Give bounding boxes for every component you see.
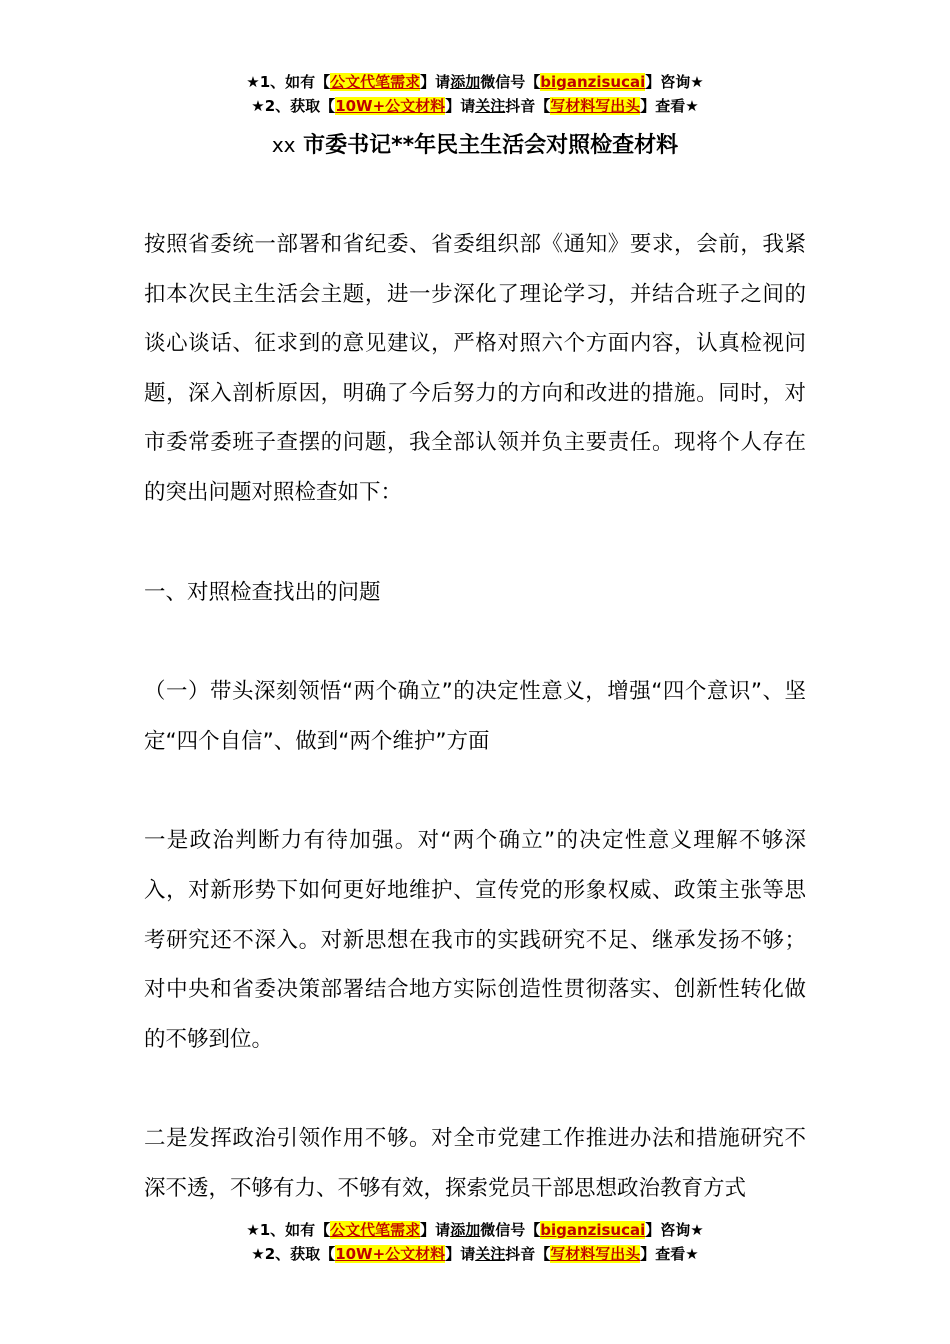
footer-banner — [0, 1218, 950, 1266]
banner-douyin-id: 写材料写出头 — [550, 1245, 641, 1263]
document-title — [0, 128, 950, 163]
banner-text: ★1、如有【 — [246, 73, 331, 91]
title-prefix: xx — [271, 133, 296, 157]
banner-highlight: 公文代笔需求 — [330, 1221, 421, 1239]
banner-text: 微信号【 — [480, 73, 541, 91]
banner-text: 】查看★ — [640, 97, 699, 115]
banner-highlight: 10W+公文材料 — [335, 1245, 446, 1263]
header-banner — [0, 70, 950, 118]
section-heading: 一、对照检查找出的问题 — [144, 579, 381, 605]
banner-line-2 — [0, 94, 950, 118]
paragraph-point-2: 二是发挥政治引领作用不够。对全市党建工作推进办法和措施研究不深不透，不够有力、不够有效，探索党员干部思想政治教育方式 — [144, 1126, 806, 1201]
title-text: 市委书记**年民主生活会对照检查材料 — [303, 133, 679, 158]
banner-underline: 关注 — [475, 97, 506, 115]
document-body — [144, 220, 806, 1264]
banner-text: 】咨询★ — [645, 73, 704, 91]
banner-text: 微信号【 — [480, 1221, 541, 1239]
banner-underline: 添加 — [450, 73, 481, 91]
banner-text: 】查看★ — [640, 1245, 699, 1263]
banner-text: 抖音【 — [505, 97, 551, 115]
banner-wechat-id: biganzisucai — [540, 73, 646, 91]
banner-line-2 — [0, 1242, 950, 1266]
subsection-heading: （一）带头深刻领悟“两个确立”的决定性意义，增强“四个意识”、坚定“四个自信”、做到“两个维护”方面 — [144, 679, 806, 754]
paragraph-intro: 按照省委统一部署和省纪委、省委组织部《通知》要求，会前，我紧扣本次民主生活会主题，进一步深化了理论学习，并结合班子之间的谈心谈话、征求到的意见建议，严格对照六个方面内容，认真检视问题，深入剖析原因，明确了今后努力的方向和改进的措施。同时，对市委常委班子查摆的问题，我全部认领并负主要责任。现将个人存在的突出问题对照检查如下： — [144, 232, 806, 505]
banner-underline: 添加 — [450, 1221, 481, 1239]
paragraph-point-1: 一是政治判断力有待加强。对“两个确立”的决定性意义理解不够深入，对新形势下如何更好地维护、宣传党的形象权威、政策主张等思考研究还不深入。对新思想在我市的实践研究不足、继承发扬不够；对中央和省委决策部署结合地方实际创造性贯彻落实、创新性转化做的不够到位。 — [144, 828, 806, 1052]
banner-text: ★1、如有【 — [246, 1221, 331, 1239]
banner-highlight: 公文代笔需求 — [330, 73, 421, 91]
banner-text: ★2、获取【 — [251, 1245, 336, 1263]
banner-douyin-id: 写材料写出头 — [550, 97, 641, 115]
banner-text: 】咨询★ — [645, 1221, 704, 1239]
banner-line-1 — [0, 70, 950, 94]
banner-wechat-id: biganzisucai — [540, 1221, 646, 1239]
banner-highlight: 10W+公文材料 — [335, 97, 446, 115]
banner-text: 】请 — [445, 97, 476, 115]
banner-text: 】请 — [420, 73, 451, 91]
banner-text: ★2、获取【 — [251, 97, 336, 115]
banner-line-1 — [0, 1218, 950, 1242]
banner-text: 抖音【 — [505, 1245, 551, 1263]
banner-text: 】请 — [445, 1245, 476, 1263]
banner-underline: 关注 — [475, 1245, 506, 1263]
banner-text: 】请 — [420, 1221, 451, 1239]
